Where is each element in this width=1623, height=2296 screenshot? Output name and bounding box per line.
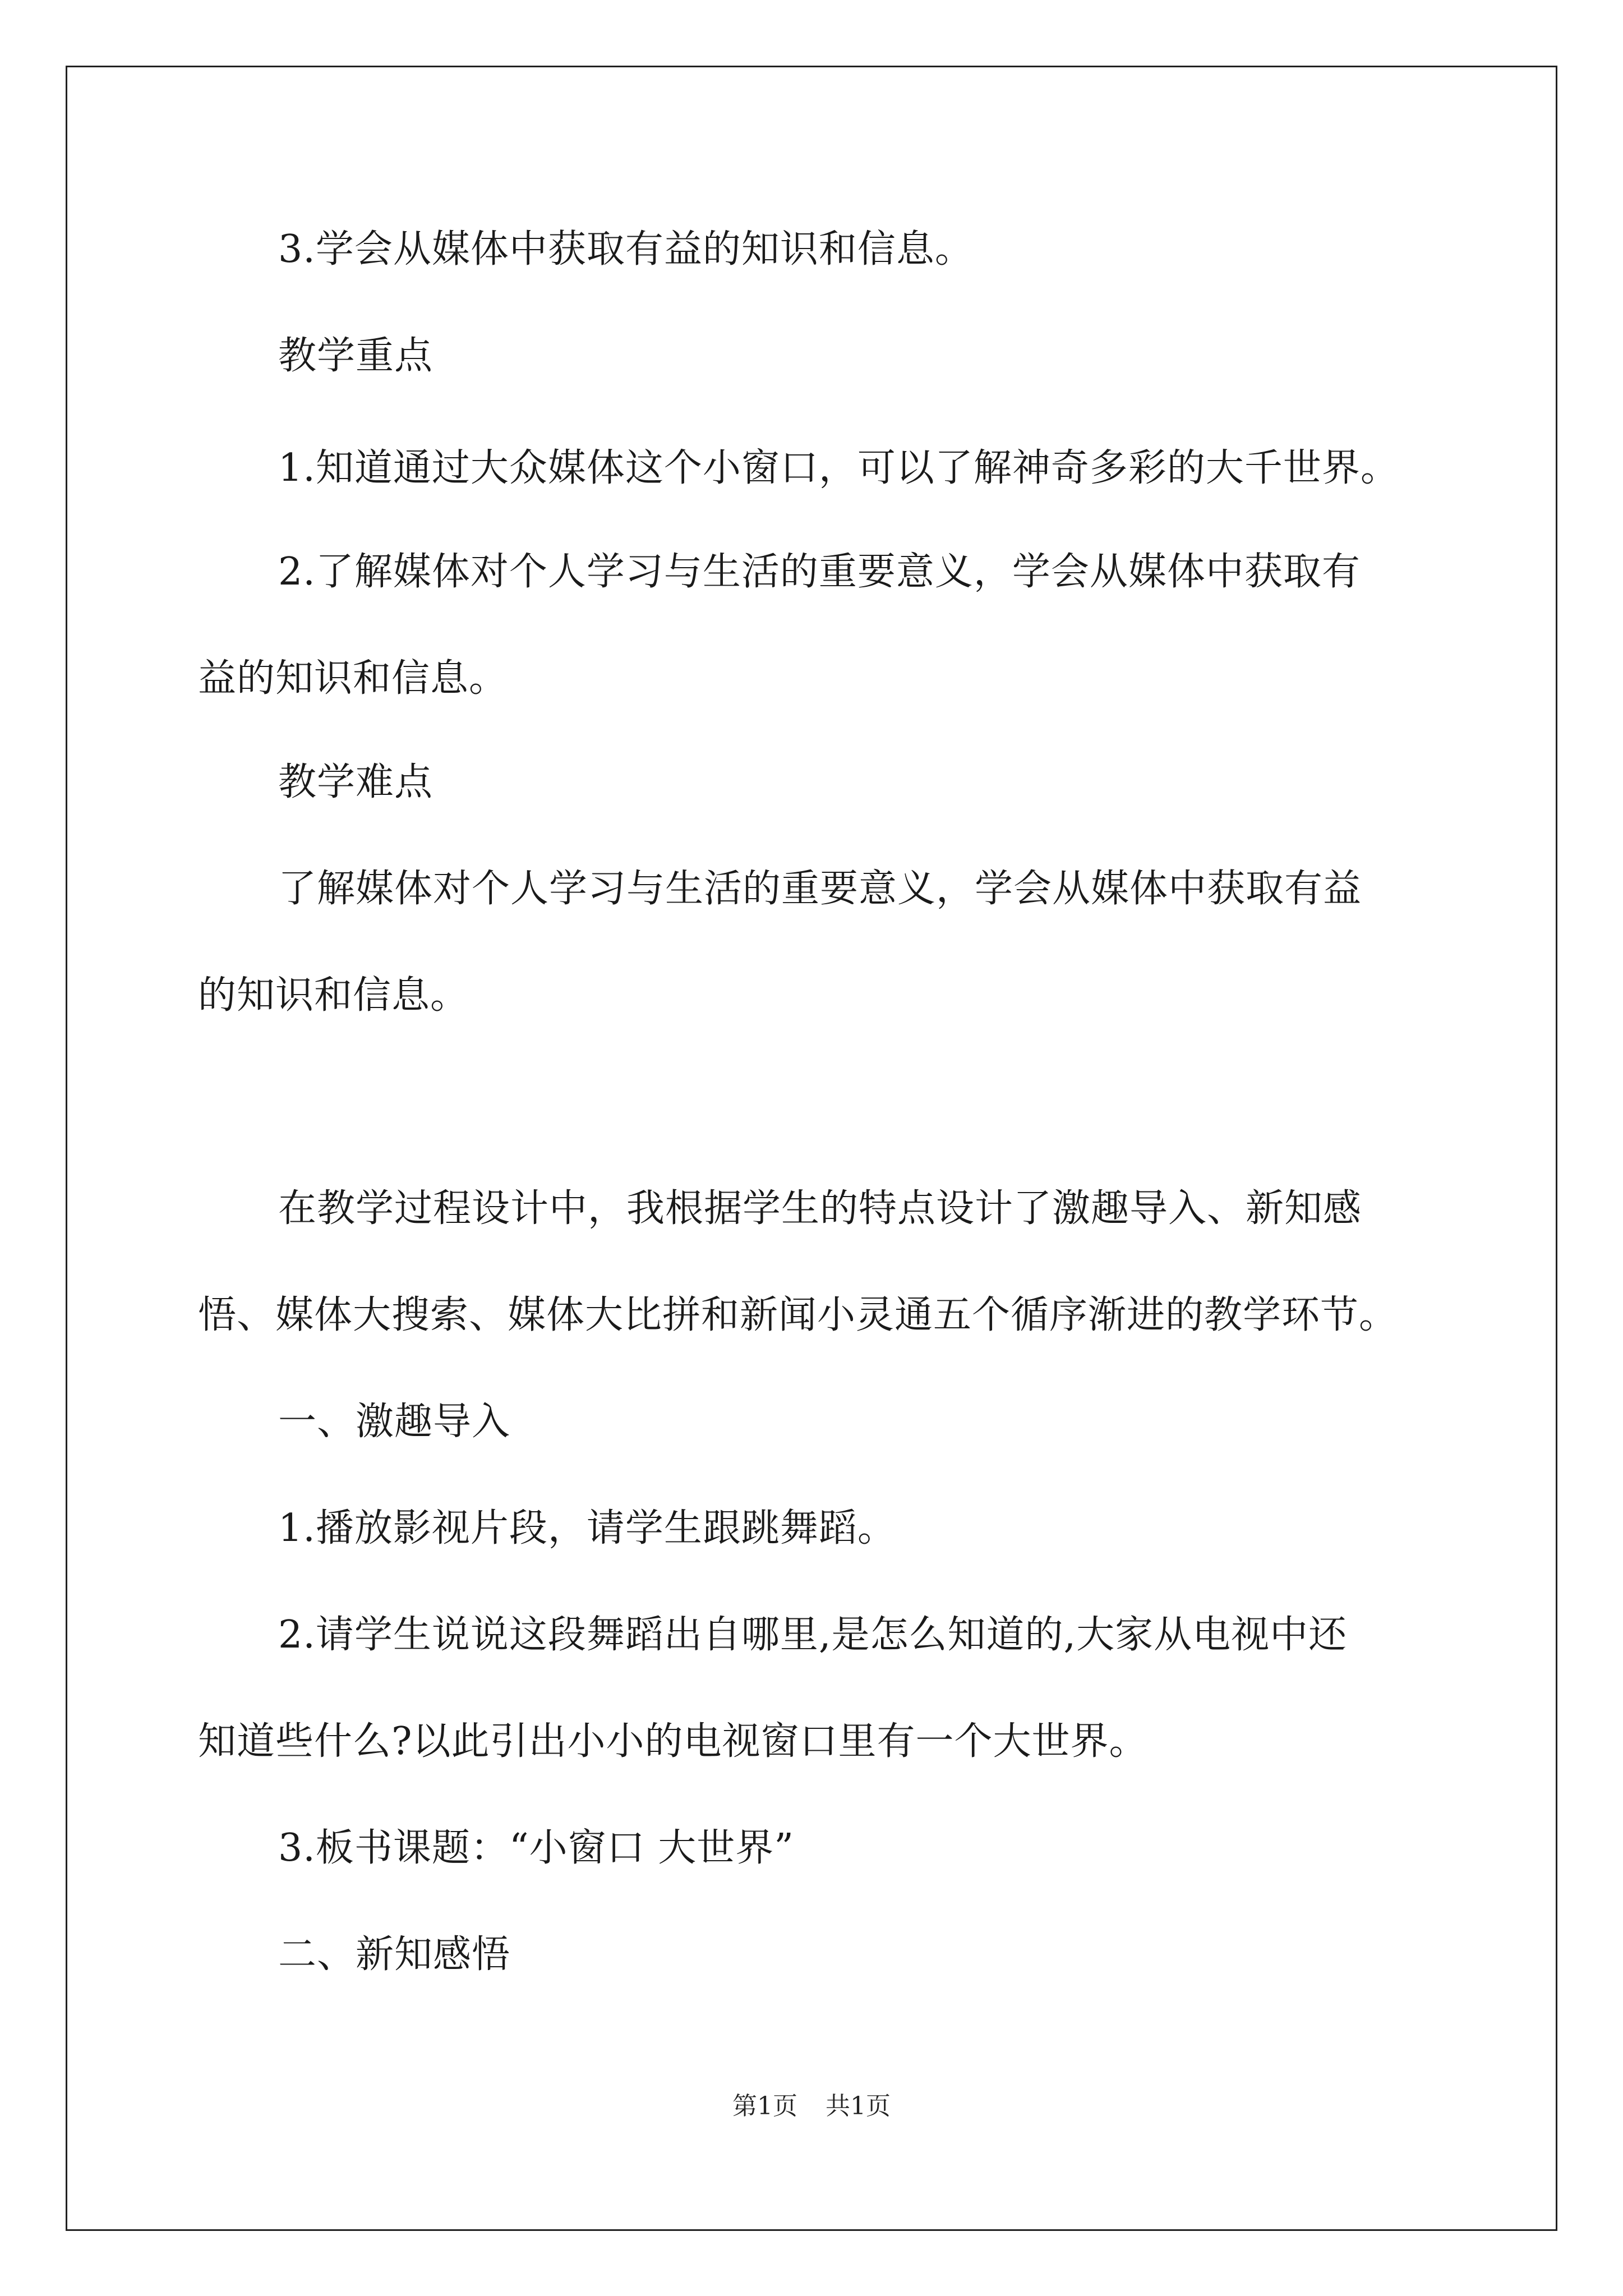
paragraph-focus-2-line-1: 2.了解媒体对个人学习与生活的重要意义，学会从媒体中获取有 [278,550,1361,594]
paragraph-focus-1: 1.知道通过大众媒体这个小窗口，可以了解神奇多彩的大千世界。 [278,446,1399,490]
page-footer [0,2090,1623,2123]
heading-teaching-focus: 教学重点 [278,334,434,378]
paragraph-step-2-line-2: 知道些什么?以此引出小小的电视窗口里有一个大世界。 [198,1719,1148,1764]
paragraph-design-line-2: 悟、媒体大搜索、媒体大比拼和新闻小灵通五个循序渐进的教学环节。 [198,1293,1398,1337]
paragraph-difficulty-line-1: 了解媒体对个人学习与生活的重要意义，学会从媒体中获取有益 [278,867,1362,911]
paragraph-step-1: 1.播放影视片段，请学生跟跳舞蹈。 [278,1506,896,1550]
paragraph-focus-2-line-2: 益的知识和信息。 [198,656,508,701]
heading-section-2: 二、新知感悟 [278,1932,511,1977]
paragraph-objective-3: 3.学会从媒体中获取有益的知识和信息。 [278,227,974,272]
paragraph-design-line-1: 在教学过程设计中，我根据学生的特点设计了激趣导入、新知感 [278,1186,1362,1231]
paragraph-difficulty-line-2: 的知识和信息。 [198,973,469,1018]
heading-section-1: 一、激趣导入 [278,1400,511,1444]
page-border [66,66,1557,2231]
paragraph-step-2-line-1: 2.请学生说说这段舞蹈出自哪里,是怎么知道的,大家从电视中还 [278,1613,1348,1657]
page-total: 共1页 [826,2092,891,2120]
heading-teaching-difficulty: 教学难点 [278,760,434,804]
page-number: 第1页 [732,2092,797,2120]
paragraph-step-3: 3.板书课题：“小窗口 大世界” [278,1826,795,1870]
